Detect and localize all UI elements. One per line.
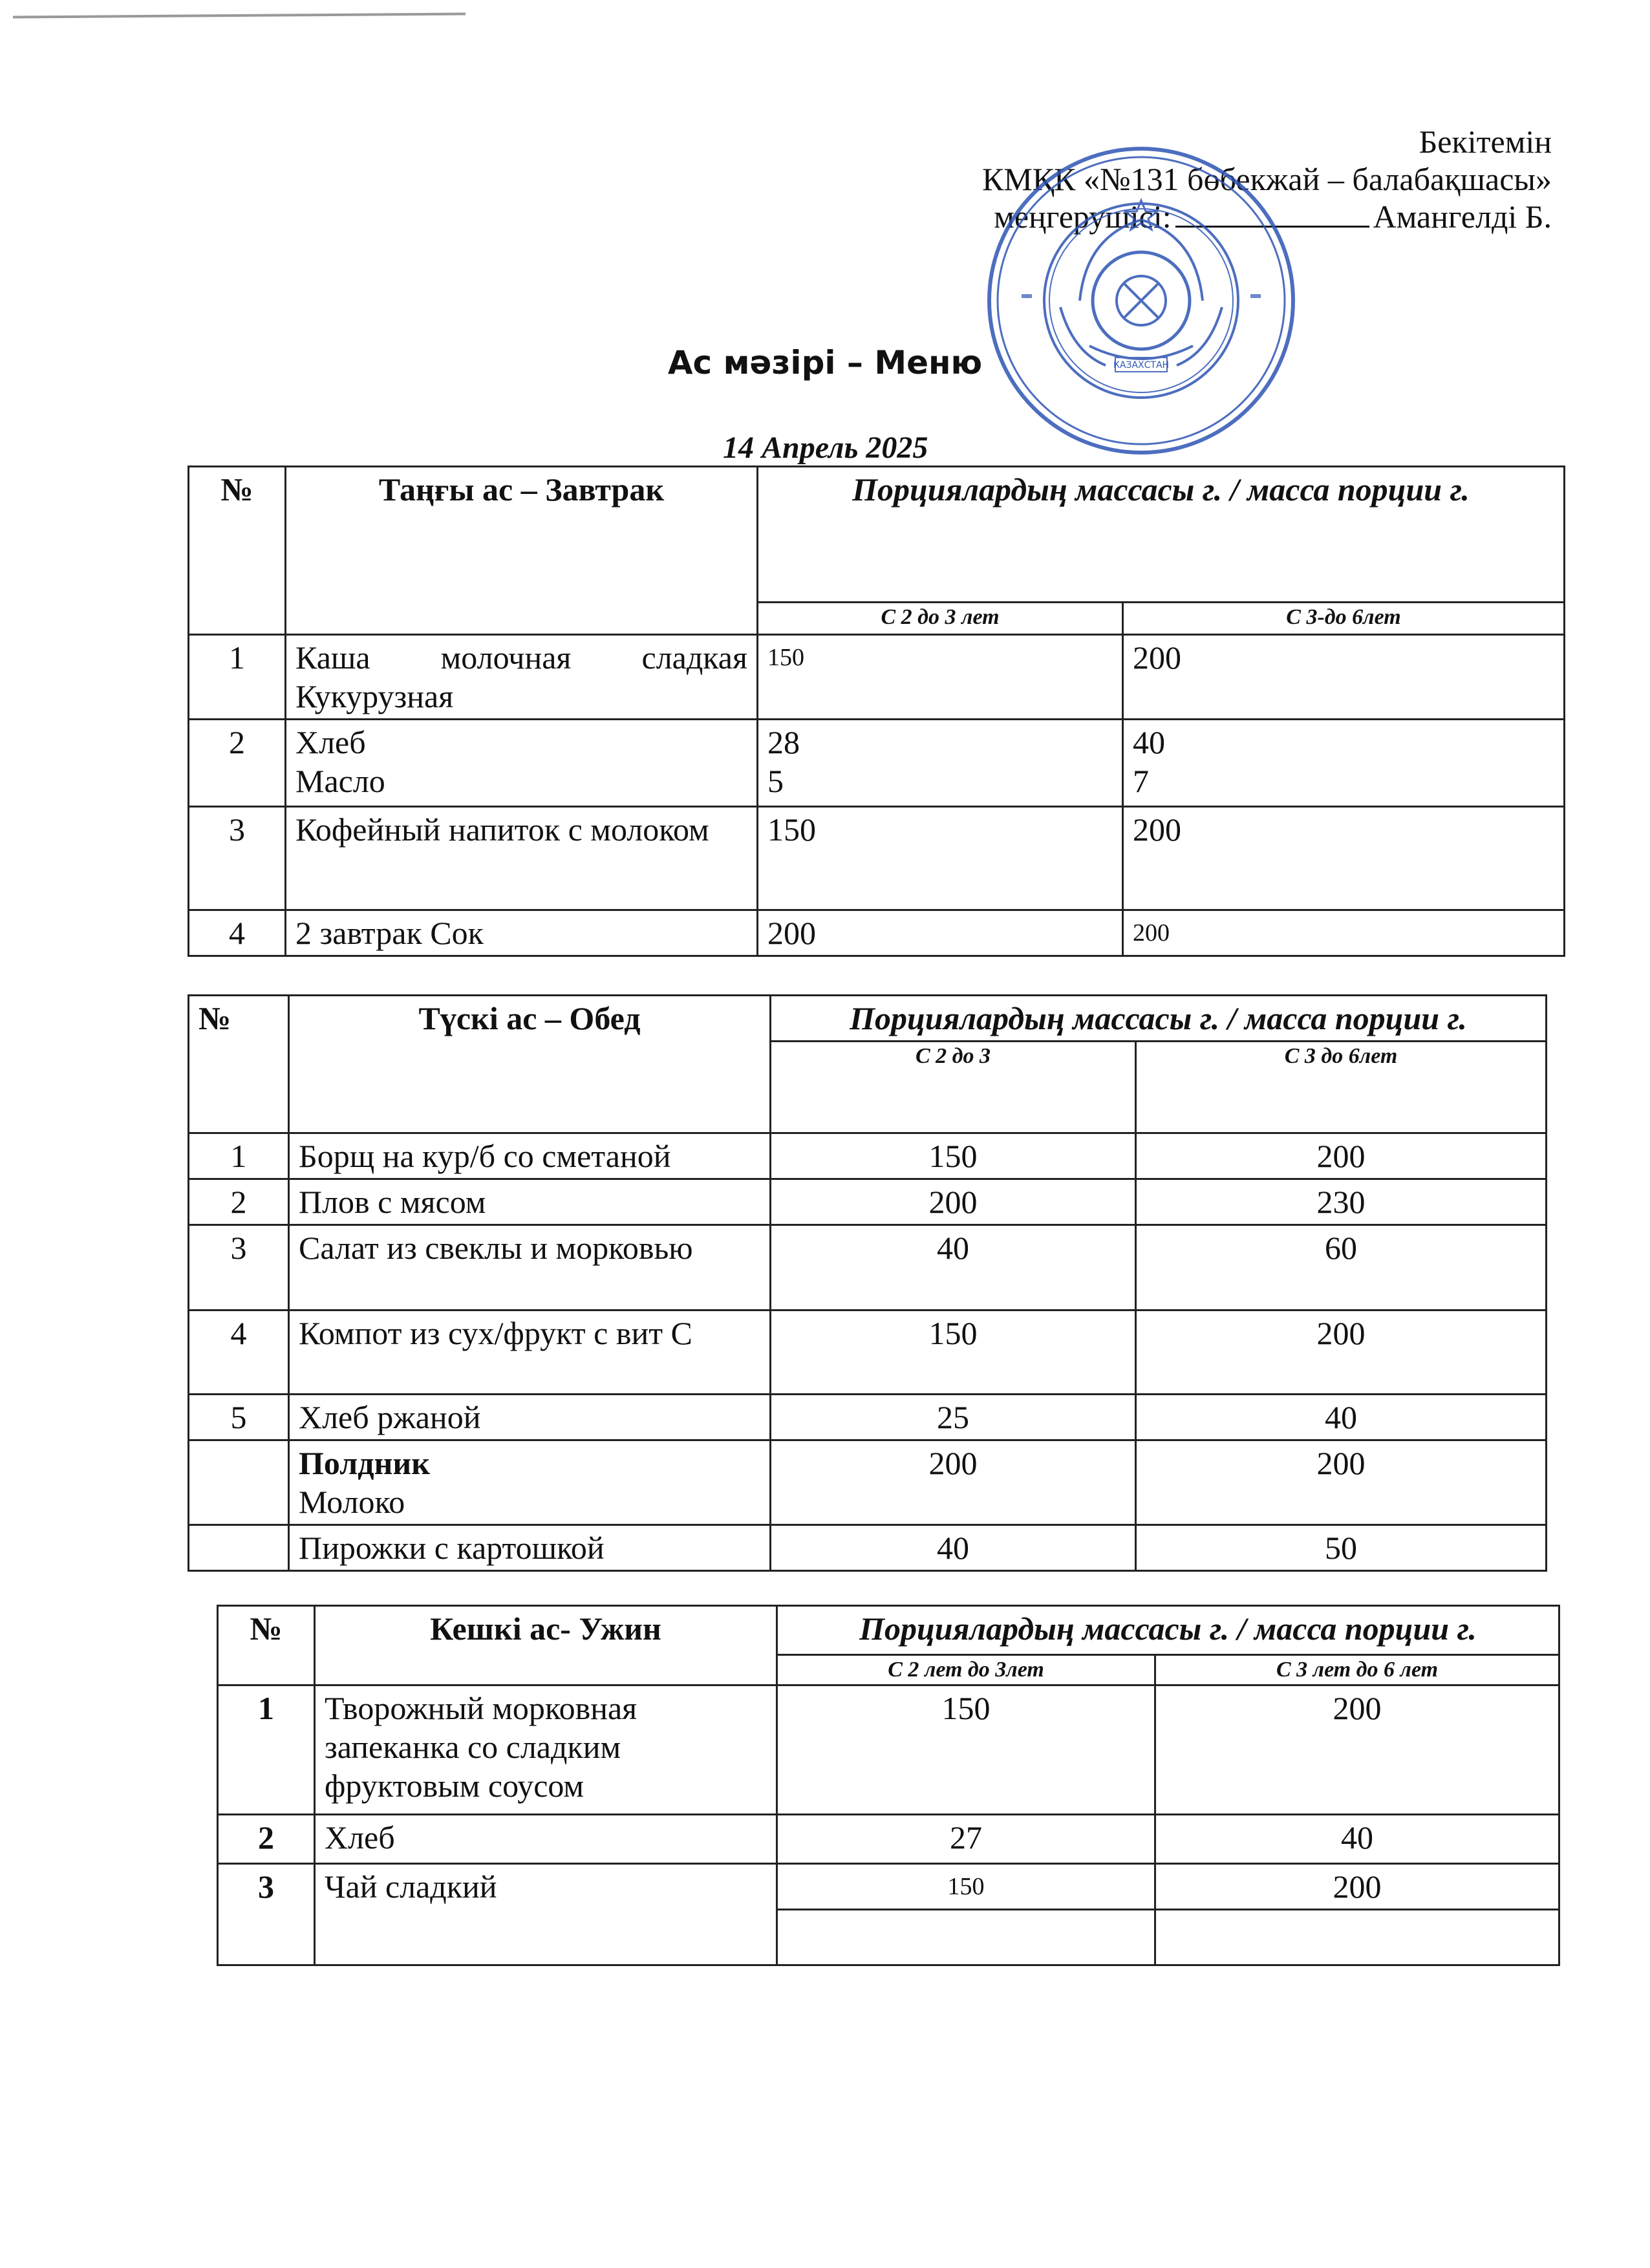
stamp-text: КАЗАХСТАН xyxy=(1113,360,1170,370)
portion-age-1 xyxy=(758,720,1123,807)
portion-age-2: 50 xyxy=(1136,1525,1547,1571)
table-row xyxy=(189,910,1565,956)
dish-name: Кофейный напиток с молоком xyxy=(286,807,758,910)
dish-line: Масло xyxy=(295,763,385,799)
breakfast-portion-header: Порциялардың массасы г. / масса порции г. xyxy=(758,467,1565,603)
table-row xyxy=(218,1685,1559,1815)
table-row xyxy=(189,1525,1547,1571)
portion-value: 5 xyxy=(767,763,784,799)
table-row xyxy=(189,720,1565,807)
row-number: 2 xyxy=(218,1815,315,1864)
official-seal-stamp xyxy=(983,139,1300,462)
portion-age-2: 230 xyxy=(1136,1179,1547,1225)
row-number: 4 xyxy=(189,1311,289,1395)
approval-name: Амангелді Б. xyxy=(1373,198,1552,235)
row-number: 3 xyxy=(218,1864,315,1965)
portion-age-2: 200 xyxy=(1136,1440,1547,1525)
portion-age-1: 200 xyxy=(758,910,1123,956)
table-row xyxy=(218,1815,1559,1864)
portion-value: 7 xyxy=(1133,763,1149,799)
row-number: 3 xyxy=(189,807,286,910)
table-row xyxy=(189,1440,1547,1525)
portion-age-1: 27 xyxy=(777,1815,1155,1864)
dish-name: Творожный морковная запеканка со сладким фруктовым соусом xyxy=(315,1685,777,1815)
dish-line: Молоко xyxy=(299,1484,405,1520)
row-number xyxy=(189,1440,289,1525)
breakfast-header-row xyxy=(189,467,1565,603)
dish-name: Салат из свеклы и морковью xyxy=(289,1225,771,1311)
approval-line-2: КМҚК «№131 бөбекжай – балабақшасы» xyxy=(981,161,1552,197)
dinner-table xyxy=(217,1605,1560,1966)
portion-age-1: 150 xyxy=(771,1133,1136,1179)
portion-age-1: 150 xyxy=(777,1685,1155,1815)
portion-age-2: 200 xyxy=(1123,635,1565,720)
dinner-header-row xyxy=(218,1606,1559,1655)
dish-name: Хлеб ржаной xyxy=(289,1395,771,1440)
dinner-age-1: С 2 лет до 3лет xyxy=(777,1655,1155,1685)
row-number: 1 xyxy=(189,1133,289,1179)
empty-cell xyxy=(1155,1910,1559,1965)
portion-age-2: 200 xyxy=(1155,1685,1559,1815)
portion-age-2: 40 xyxy=(1155,1815,1559,1864)
table-row xyxy=(218,1864,1559,1910)
table-row xyxy=(189,1395,1547,1440)
portion-age-1: 40 xyxy=(771,1525,1136,1571)
row-number: 3 xyxy=(189,1225,289,1311)
lunch-age-1: С 2 до 3 xyxy=(771,1042,1136,1133)
menu-date: 14 Апрель 2025 xyxy=(723,431,928,465)
scan-edge-line xyxy=(13,13,466,19)
snack-heading: Полдник xyxy=(299,1445,431,1481)
portion-age-2: 200 xyxy=(1155,1864,1559,1910)
portion-age-1: 150 xyxy=(771,1311,1136,1395)
dish-line: Хлеб xyxy=(295,724,366,760)
dish-name: Пирожки с картошкой xyxy=(289,1525,771,1571)
portion-age-1: 150 xyxy=(758,635,1123,720)
dinner-num-header: № xyxy=(218,1606,315,1685)
page-title: Ас мәзірі – Меню xyxy=(667,344,983,381)
breakfast-age-1: С 2 до 3 лет xyxy=(758,603,1123,635)
row-number: 2 xyxy=(189,1179,289,1225)
empty-cell xyxy=(777,1910,1155,1965)
row-number xyxy=(189,1525,289,1571)
dish-name: Чай сладкий xyxy=(315,1864,777,1965)
lunch-header-row xyxy=(189,996,1547,1042)
row-number: 1 xyxy=(189,635,286,720)
portion-age-1: 150 xyxy=(777,1864,1155,1910)
dish-name: Компот из сух/фрукт с вит С xyxy=(289,1311,771,1395)
approval-role: меңгерушісі: xyxy=(994,198,1172,235)
row-number: 1 xyxy=(218,1685,315,1815)
portion-age-2: 60 xyxy=(1136,1225,1547,1311)
breakfast-num-header: № xyxy=(189,467,286,635)
lunch-num-header: № xyxy=(189,996,289,1133)
breakfast-meal-header: Таңғы ас – Завтрак xyxy=(286,467,758,635)
dish-name: Каша молочная сладкая Кукурузная xyxy=(286,635,758,720)
dish-name: 2 завтрак Сок xyxy=(286,910,758,956)
breakfast-age-2: С 3-до 6лет xyxy=(1123,603,1565,635)
table-row xyxy=(189,1311,1547,1395)
dish-name xyxy=(289,1440,771,1525)
row-number: 4 xyxy=(189,910,286,956)
breakfast-table xyxy=(188,465,1565,957)
portion-age-1: 200 xyxy=(771,1440,1136,1525)
lunch-table xyxy=(188,994,1547,1572)
dinner-meal-header: Кешкі ас- Ужин xyxy=(315,1606,777,1685)
table-row xyxy=(189,807,1565,910)
portion-age-2: 200 xyxy=(1136,1311,1547,1395)
table-row xyxy=(189,1179,1547,1225)
dish-name: Плов с мясом xyxy=(289,1179,771,1225)
dish-name: Хлеб xyxy=(315,1815,777,1864)
lunch-age-2: С 3 до 6лет xyxy=(1136,1042,1547,1133)
portion-age-2: 200 xyxy=(1123,807,1565,910)
dinner-portion-header: Порциялардың массасы г. / масса порции г. xyxy=(777,1606,1559,1655)
row-number: 2 xyxy=(189,720,286,807)
table-row xyxy=(189,1225,1547,1311)
lunch-portion-header: Порциялардың массасы г. / масса порции г. xyxy=(771,996,1547,1042)
table-row xyxy=(189,1133,1547,1179)
portion-age-1: 150 xyxy=(758,807,1123,910)
dish-name: Борщ на кур/б со сметаной xyxy=(289,1133,771,1179)
portion-age-2: 40 xyxy=(1136,1395,1547,1440)
dinner-age-2: С 3 лет до 6 лет xyxy=(1155,1655,1559,1685)
approval-line-1: Бекітемін xyxy=(1419,123,1552,160)
portion-age-2: 200 xyxy=(1123,910,1565,956)
portion-age-2 xyxy=(1123,720,1565,807)
portion-age-1: 200 xyxy=(771,1179,1136,1225)
portion-age-1: 40 xyxy=(771,1225,1136,1311)
dish-name xyxy=(286,720,758,807)
portion-age-2: 200 xyxy=(1136,1133,1547,1179)
lunch-meal-header: Түскі ас – Обед xyxy=(289,996,771,1133)
portion-value: 40 xyxy=(1133,724,1165,760)
portion-age-1: 25 xyxy=(771,1395,1136,1440)
row-number: 5 xyxy=(189,1395,289,1440)
table-row xyxy=(189,635,1565,720)
portion-value: 28 xyxy=(767,724,800,760)
